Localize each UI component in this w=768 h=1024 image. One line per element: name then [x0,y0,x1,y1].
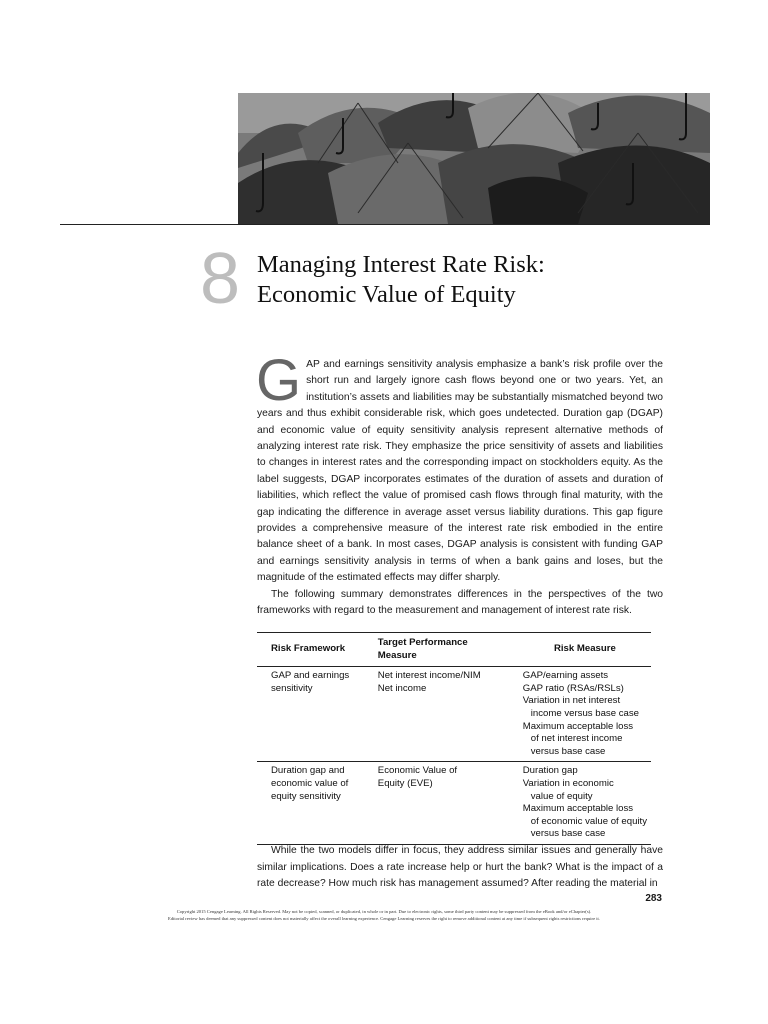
table-header-risk-measure: Risk Measure [509,633,651,667]
intro-paragraph-2: The following summary demonstrates differences in the perspectives of the two frameworks with regard to the measurement and management of interest rate risk. [257,588,663,617]
intro-paragraph-1 [256,348,663,587]
chapter-title-line2: Economic Value of Equity [257,281,516,308]
cell-line: Variation in economic [522,777,614,789]
header-rule [60,224,710,225]
cell-line: income versus base case [530,707,639,719]
cell-line: Maximum acceptable loss [522,720,634,732]
umbrellas-photo [238,93,710,224]
cell-line: Economic Value of [377,765,458,777]
table-row [257,667,651,762]
table-header-row [257,633,651,667]
table-header-risk-framework: Risk Framework [257,633,364,667]
copyright-line-1: Copyright 2015 Cengage Learning. All Rights Reserved. May not be copied, scanned, or duplicated, in whole or in part. Due to electronic rights, some third party content may be suppressed from the eBook and/or eChapter(s). [176,909,592,914]
copyright-notice [110,908,658,922]
table-cell-framework [257,762,364,845]
table-cell-target [364,762,509,845]
cell-line: Net interest income/NIM [377,670,481,682]
cell-line: Variation in net interest [522,695,621,707]
cell-line: economic value of [271,777,349,789]
table-cell-target [364,667,509,762]
cell-line: Duration gap [522,765,578,777]
cell-line: of economic value of equity [530,815,647,827]
cell-line: Net income [377,682,427,694]
chapter-title [257,250,677,310]
cell-line: GAP and earnings [271,670,350,682]
cell-line: Maximum acceptable loss [522,803,634,815]
table-header-target-measure: Target Performance Measure [364,633,509,667]
cell-line: GAP/earning assets [522,670,609,682]
cell-line: of net interest income [530,733,623,745]
cell-line: value of equity [530,790,593,802]
chapter-number: 8 [200,239,241,319]
chapter-title-line1: Managing Interest Rate Risk: [257,251,545,278]
cell-line: versus base case [530,745,606,757]
cell-line: equity sensitivity [271,790,341,802]
risk-framework-table [257,632,651,845]
cell-line: sensitivity [271,682,313,694]
cell-line: GAP ratio (RSAs/RSLs) [522,682,624,694]
cell-line: versus base case [530,828,606,840]
dropcap: G [256,348,302,413]
intro-text [256,348,663,620]
copyright-line-2: Editorial review has deemed that any suppressed content does not materially affect the overall learning experience. Cengage Learning reserves the right to remove additional content at any time if subsequent rights restrictions require it. [168,916,600,921]
intro-paragraph-1-text: AP and earnings sensitivity analysis emphasize a bank’s risk profile over the short run and largely ignore cash flows beyond one or two years. Yet, an institution’s assets and liabilities may be substantially mismatched beyond two years and thus exhibit considerable risk, which goes undetected. Duration gap (DGAP) and economic value of equity sensitivity analysis represent alternative methods of analyzing interest rate risk. They emphasize the price sensitivity of assets and liabilities to changes in interest rates and the corresponding impact on stockholders equity. As the label suggests, DGAP incorporates estimates of the duration of assets and duration of liabilities, which reflect the value of promised cash flows through final maturity, with the gap indicating the difference in average asset versus liability durations. This gap figure provides a comprehensive measure of the interest rate risk embodied in the entire balance sheet of a bank. In most cases, DGAP analysis is consistent with funding GAP and earnings sensitivity analysis in terms of when a bank gains and loses, but the magnitude of the estimated effects may differ sharply. [257,359,663,584]
page-number: 283 [645,893,662,904]
cell-line: Duration gap and [271,765,345,777]
table-cell-measure [509,667,651,762]
table-cell-measure [509,762,651,845]
table-row [257,762,651,845]
chapter-hero-image [238,93,710,224]
closing-paragraph: While the two models differ in focus, they address similar issues and generally have similar implications. Does a rate increase help or hurt the bank? What is the impact of a rate decrease? How much risk has management assumed? After reading the material in [257,845,663,890]
table-cell-framework [257,667,364,762]
cell-line: Equity (EVE) [377,777,433,789]
